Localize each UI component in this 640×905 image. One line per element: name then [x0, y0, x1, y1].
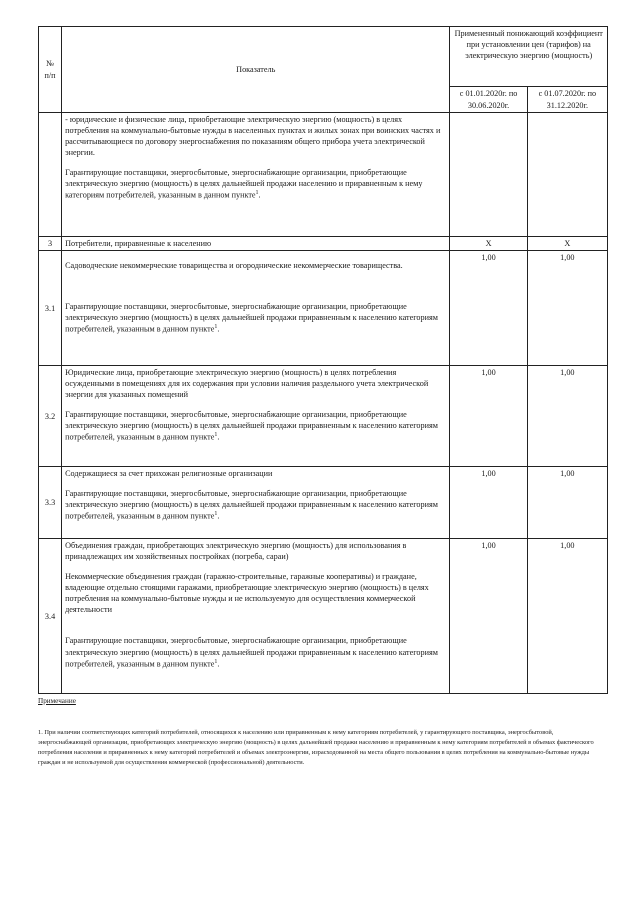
row-paragraph: - юридические и физические лица, приобретающие электрическую энергию (мощность) в целях потребления на коммунально-бытовые нужды в населенных пунктах и жилых зонах при воинских частях и рассчитывающиеся по договору энергоснабжения по показаниям общего прибора учета электрической энергии.	[65, 115, 441, 158]
header-period-2: с 01.07.2020г. по 31.12.2020г.	[527, 87, 607, 113]
row-paragraph-suppliers: Гарантирующие поставщики, энергосбытовые, энергоснабжающие организации, приобретающие электрическую энергию (мощность) в целях дальнейшей продажи приравненным к населению категориям потребителей, указанным в данном пункте$^1$.	[65, 489, 438, 521]
row-value-1: 1,00	[450, 467, 527, 539]
table-row	[39, 113, 608, 237]
row-paragraph-suppliers: Гарантирующие поставщики, энергосбытовые, энергоснабжающие организации, приобретающие электрическую энергию (мощность) в целях дальнейшей продажи приравненным к населению категориям потребителей, указанным в данном пункте$^1$.	[65, 636, 438, 669]
row-label: Потребители, приравненные к населению	[62, 237, 450, 251]
note-text: 1. При наличии соответствующих категорий потребителей, относящихся к населению или приравненным к нему категориям потребителей, у гарантирующего поставщика, энергосбытовой, энергоснабжающей организации, приобретающих электрическую энергию (мощность) в целях дальнейшей продажи населению и приравненным к нему категориям потребителей в объемах фактического потребления населения и приравненных к нему категорий потребителей и объемах электроэнергии, израсходованной на места общего пользования в целях потребления на коммунально-бытовые нужды граждан и не используемой для осуществления коммерческой (профессиональной) деятельности.	[38, 729, 594, 766]
note-title: Примечание	[38, 697, 76, 705]
row-indicator-cell	[62, 467, 450, 539]
row-value-1: 1,00	[450, 251, 527, 366]
row-value-2: 1,00	[527, 251, 607, 366]
row-paragraph: Садоводческие некоммерческие товарищества и огороднические некоммерческие товарищества.	[65, 261, 403, 271]
table-header-row	[39, 27, 608, 87]
row-num: 3.4	[39, 539, 62, 694]
footnote-ref: 1	[214, 658, 218, 665]
row-num: 3	[39, 237, 62, 251]
row-paragraph: Объединения граждан, приобретающих электрическую энергию (мощность) для использования в принадлежащих им хозяйственных постройках (погреба, сараи)	[65, 541, 407, 562]
footnote-ref: 1	[214, 511, 218, 518]
footnote-ref: 1	[214, 324, 218, 331]
row-paragraph-suppliers: Гарантирующие поставщики, энергосбытовые, энергоснабжающие организации, приобретающие электрическую энергию (мощность) в целях дальнейшей продажи населению и приравненным к нему категориям потребителей, указанным в данном пункте$^1$.	[65, 168, 423, 201]
row-value-2: 1,00	[527, 539, 607, 694]
header-coefficient: Примененный понижающий коэффициент при установлении цен (тарифов) на электрическую энергию (мощность)	[450, 27, 608, 87]
table-row-3-3	[39, 467, 608, 539]
row-paragraph: Содержащиеся за счет прихожан религиозные организации	[65, 469, 273, 479]
table-row-3-1	[39, 251, 608, 366]
footnote-ref: 1	[255, 190, 259, 197]
row-indicator-cell	[62, 539, 450, 694]
header-num: № п/п	[39, 27, 62, 113]
table-row-3-2	[39, 366, 608, 467]
row-num: 3.1	[39, 251, 62, 366]
row-indicator-cell	[62, 251, 450, 366]
row-value-1: X	[450, 237, 527, 251]
row-value-2	[527, 113, 607, 237]
row-indicator-cell	[62, 113, 450, 237]
row-value-1: 1,00	[450, 366, 527, 467]
table-row-3	[39, 237, 608, 251]
coefficients-table	[38, 26, 608, 694]
row-paragraph-suppliers: Гарантирующие поставщики, энергосбытовые, энергоснабжающие организации, приобретающие электрическую энергию (мощность) в целях дальнейшей продажи приравненным к населению категориям потребителей, указанным в данном пункте$^1$.	[65, 302, 438, 334]
row-value-2: X	[527, 237, 607, 251]
table-row-3-4	[39, 539, 608, 694]
row-paragraph-garages: Некоммерческие объединения граждан (гаражно-строительные, гаражные кооперативы) и граждане, владеющие отдельно стоящими гаражами, приобретающие электрическую энергию (мощность) в целях потребления на коммунально-бытовые нужды и не используемую для осуществления коммерческой деятельности	[65, 572, 429, 615]
row-paragraph: Юридические лица, приобретающие электрическую энергию (мощность) в целях потребления осужденными в помещениях для их содержания при условии наличия раздельного учета электрической энергии для указанных помещений	[65, 368, 429, 400]
footnote-ref: 1	[214, 432, 218, 439]
row-paragraph-suppliers: Гарантирующие поставщики, энергосбытовые, энергоснабжающие организации, приобретающие электрическую энергию (мощность) в целях дальнейшей продажи приравненным к населению категориям потребителей, указанным в данном пункте$^1$.	[65, 410, 438, 443]
row-value-1	[450, 113, 527, 237]
row-value-2: 1,00	[527, 366, 607, 467]
row-num: 3.2	[39, 366, 62, 467]
row-value-1: 1,00	[450, 539, 527, 694]
row-value-2: 1,00	[527, 467, 607, 539]
row-num: 3.3	[39, 467, 62, 539]
header-indicator: Показатель	[62, 27, 450, 113]
row-indicator-cell	[62, 366, 450, 467]
row-num-cell	[39, 113, 62, 237]
header-period-1: с 01.01.2020г. по 30.06.2020г.	[450, 87, 527, 113]
